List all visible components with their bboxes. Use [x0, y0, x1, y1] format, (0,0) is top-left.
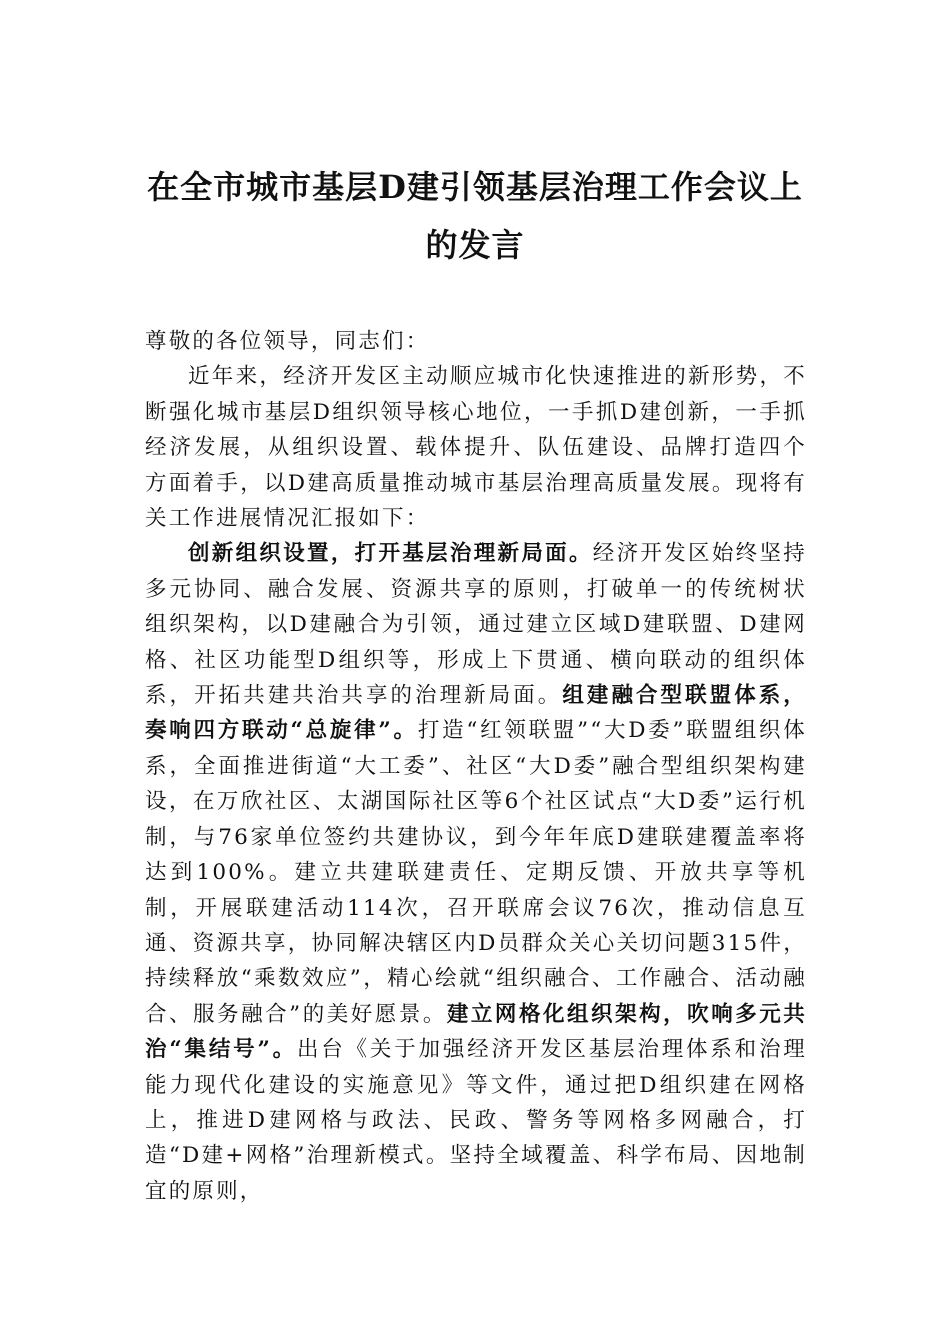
intro-paragraph: 近年来，经济开发区主动顺应城市化快速推进的新形势，不断强化城市基层D组织领导核心地位，一手抓D建创新，一手抓经济发展，从组织设置、载体提升、队伍建设、品牌打造四个方面着手，以D建高质量推动城市基层治理高质量发展。现将有关工作进展情况汇报如下： — [145, 364, 807, 532]
section-heading: 创新组织设置，打开基层治理新局面。 — [188, 541, 593, 567]
section-paragraph — [145, 536, 807, 1209]
subsection-heading: 组建融合型联盟体系，奏响四方联动“总旋律”。 — [145, 683, 807, 744]
document-title: 在全市城市基层D建引领基层治理工作会议上的发言 — [147, 168, 803, 264]
section-text: 经济开发区始终坚持多元协同、融合发展、资源共享的原则，打破单一的传统树状组织架构，以D建融合为引领，通过建立区域D建联盟、D建网格、社区功能型D组织等，形成上下贯通、横向联动的组织体系，开拓共建共治共享的治理新局面。 — [145, 541, 807, 709]
subsection-text: 打造“红领联盟”“大D委”联盟组织体系，全面推进街道“大工委”、社区“大D委”融合型组织架构建设，在万欣社区、太湖国际社区等6个社区试点“大D委”运行机制，与76家单位签约共建协议，到今年年底D建联建覆盖率将达到100%。建立共建联建责任、定期反馈、开放共享等机制，开展联建活动114次，召开联席会议76次，推动信息互通、资源共享，协同解决辖区内D员群众关心关切问题315件，持续释放“乘数效应”，精心绘就“组织融合、工作融合、活动融合、服务融合”的美好愿景。 — [145, 718, 808, 1027]
subsection-text: 出台《关于加强经济开发区基层治理体系和治理能力现代化建设的实施意见》等文件，通过把D组织建在网格上，推进D建网格与政法、民政、警务等网格多网融合，打造“D建+网格”治理新模式。坚持全域覆盖、科学布局、因地制宜的原则， — [145, 1037, 807, 1204]
subsection-heading: 建立网格化组织架构，吹响多元共治“集结号”。 — [145, 1001, 807, 1063]
document-body — [145, 324, 807, 1209]
salutation: 尊敬的各位领导，同志们： — [145, 329, 430, 354]
